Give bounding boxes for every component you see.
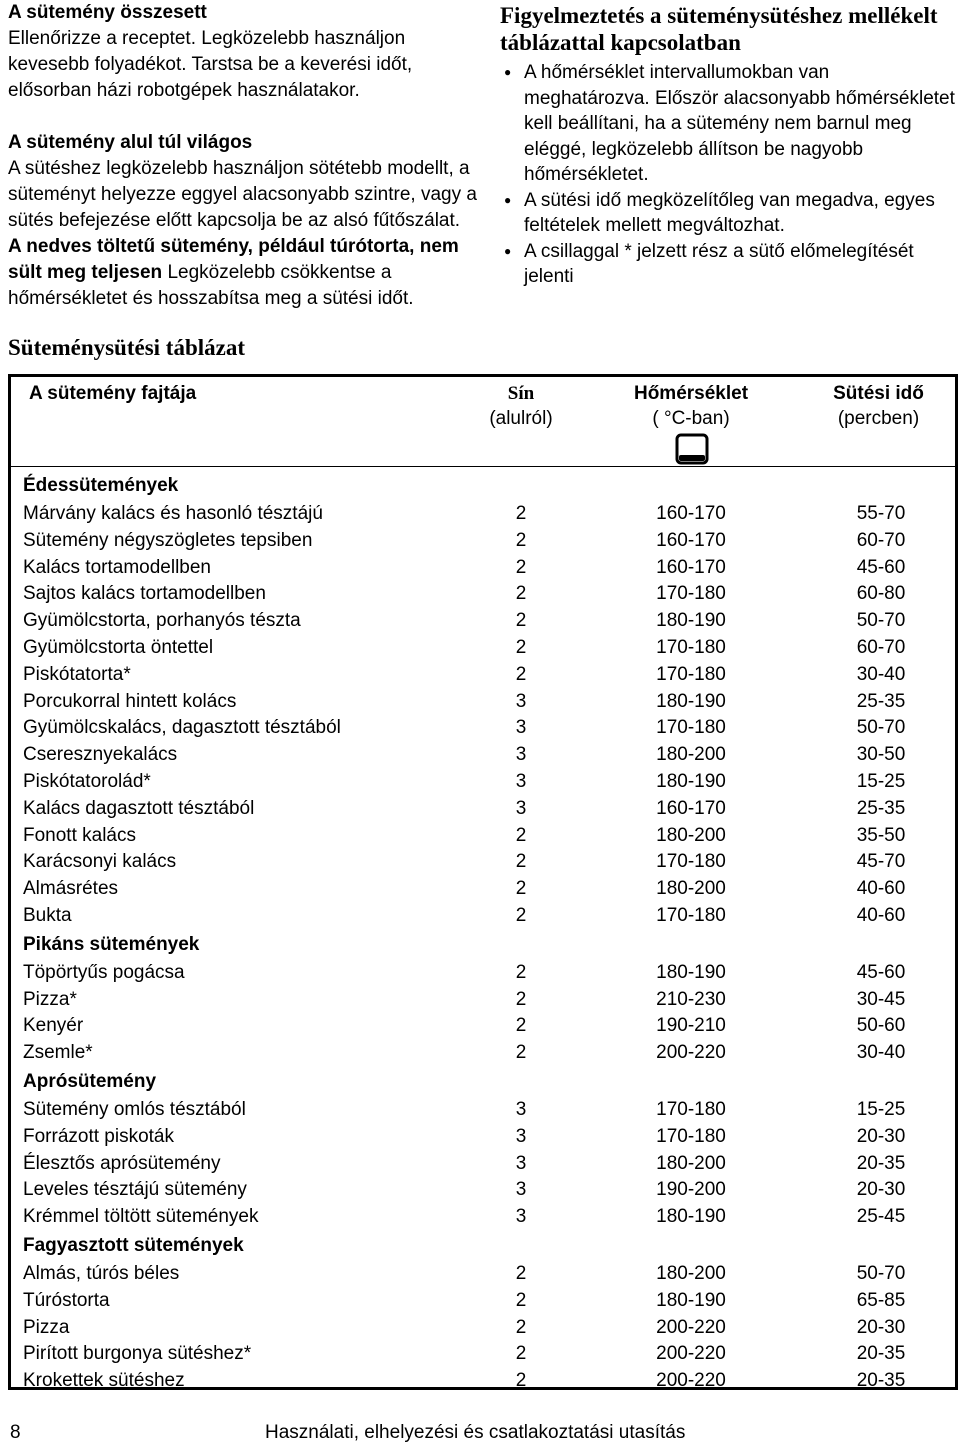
cell-rack: 2	[515, 556, 527, 578]
cell-temperature: 200-220	[656, 1316, 726, 1338]
table-section-row	[11, 1231, 955, 1261]
cell-temperature: 160-170	[656, 797, 726, 819]
cell-temperature: 180-200	[656, 824, 726, 846]
cell-time: 30-45	[856, 988, 906, 1010]
cell-temperature: 210-230	[656, 988, 726, 1010]
note-item: ● A sütési idő megközelítőleg van megadva, egyes feltételek mellett megváltozhat.	[500, 188, 955, 239]
note-item: ● A csillaggal * jelzett rész a sütő előmelegítését jelenti	[500, 239, 955, 290]
heading-cake-collapsed: A sütemény összesett	[8, 2, 207, 23]
warning-title: Figyelmeztetés a süteménysütéshez mellékelt táblázattal kapcsolatban	[500, 3, 938, 55]
cell-time: 50-70	[856, 610, 906, 632]
cell-time: 60-70	[856, 636, 906, 658]
cell-rack: 2	[515, 961, 527, 983]
cell-time: 25-35	[856, 690, 906, 712]
cell-rack: 2	[515, 1289, 527, 1311]
table-row	[11, 960, 955, 987]
cell-name: Pirított burgonya sütéshez*	[23, 1343, 252, 1365]
table-row	[11, 689, 955, 716]
footer-text: Használati, elhelyezési és csatlakoztatási utasítás	[265, 1422, 686, 1443]
table-row	[11, 987, 955, 1014]
cell-temperature: 170-180	[656, 636, 726, 658]
cell-name: Márvány kalács és hasonló tésztájú	[23, 503, 323, 524]
cell-temperature: 170-180	[656, 904, 726, 926]
cell-temperature: 180-190	[656, 770, 726, 792]
cell-temperature: 190-210	[656, 1015, 726, 1037]
paragraph-cake-pale-bottom	[8, 156, 478, 312]
cell-temperature: 180-190	[656, 961, 726, 983]
cell-time: 20-35	[856, 1370, 906, 1392]
table-row	[11, 1204, 955, 1231]
cell-time: 50-70	[856, 1262, 906, 1284]
header-type: A sütemény fajtája	[29, 383, 197, 404]
table-row	[11, 1177, 955, 1204]
cell-rack: 3	[515, 1098, 527, 1120]
cell-time: 50-60	[856, 1015, 906, 1037]
cell-temperature: 160-170	[656, 556, 726, 578]
table-row	[11, 715, 955, 742]
section-title: Pikáns sütemények	[23, 933, 200, 955]
cell-name: Almás, túrós béles	[23, 1262, 180, 1284]
table-row	[11, 528, 955, 555]
cell-name: Pizza	[23, 1316, 70, 1338]
cell-time: 30-50	[856, 744, 906, 766]
cell-rack: 2	[515, 1262, 527, 1284]
cell-rack: 2	[515, 988, 527, 1010]
cell-time: 15-25	[856, 770, 906, 792]
cell-temperature: 180-200	[656, 744, 726, 766]
table-row	[11, 823, 955, 850]
cell-time: 20-30	[856, 1316, 906, 1338]
cell-rack: 3	[515, 744, 527, 766]
table-row	[11, 1097, 955, 1124]
cell-temperature: 180-200	[656, 878, 726, 900]
header-temperature-title: Hőmérséklet	[633, 383, 749, 404]
cell-name: Gyümölcstorta öntettel	[23, 636, 214, 658]
right-column	[500, 2, 955, 290]
cell-time: 30-40	[856, 1042, 906, 1064]
table-row	[11, 903, 955, 930]
cell-time: 20-30	[856, 1179, 906, 1201]
cell-rack: 2	[515, 529, 527, 551]
table-row	[11, 555, 955, 582]
cell-rack: 3	[515, 797, 527, 819]
cell-temperature: 160-170	[656, 529, 726, 551]
cell-name: Sajtos kalács tortamodellben	[23, 583, 266, 605]
table-row	[11, 769, 955, 796]
cell-rack: 2	[515, 851, 527, 873]
cell-temperature: 200-220	[656, 1370, 726, 1392]
cell-time: 40-60	[856, 904, 906, 926]
paragraph-cake-collapsed: Ellenőrizze a receptet. Legközelebb használjon kevesebb folyadékot. Tarstsa be a keverési időt, elősorban házi robotgépek használatakor.	[8, 28, 413, 101]
cell-name: Piskótatorolád*	[23, 770, 151, 792]
cell-temperature: 170-180	[656, 851, 726, 873]
cell-time: 45-60	[856, 961, 906, 983]
cell-name: Kalács tortamodellben	[23, 556, 211, 578]
cell-time: 20-35	[856, 1152, 906, 1174]
table-section-row	[11, 1067, 955, 1097]
cell-time: 60-80	[856, 583, 906, 605]
heading-wet-filling: A nedves töltetű sütemény, például túrótorta, nem sült meg teljesen	[8, 236, 459, 283]
cell-rack: 2	[515, 824, 527, 846]
header-rack-title: Sín	[507, 383, 535, 404]
table-body	[11, 471, 955, 1395]
paragraph-wet-filling: Legközelebb csökkentse a hőmérsékletet és hosszabítsa meg a sütési időt.	[8, 262, 414, 309]
cell-name: Sütemény négyszögletes tepsiben	[23, 529, 313, 551]
cell-rack: 2	[515, 636, 527, 658]
cell-name: Gyümölcskalács, dagasztott tésztából	[23, 717, 341, 739]
cell-name: Zsemle*	[23, 1042, 93, 1064]
cell-name: Sütemény omlós tésztából	[23, 1098, 246, 1120]
header-rack	[481, 381, 561, 431]
cell-name: Forrázott piskoták	[23, 1125, 174, 1147]
cell-rack: 2	[515, 904, 527, 926]
cell-name: Kenyér	[23, 1015, 84, 1037]
cell-time: 50-70	[856, 717, 906, 739]
cell-rack: 2	[515, 503, 527, 524]
cell-temperature: 180-200	[656, 1152, 726, 1174]
note-item: ● A hőmérséklet intervallumokban van meghatározva. Először alacsonyabb hőmérsékletet kell beállítani, ha a sütemény nem barnul meg eléggé, legközelebb állítson be nagyobb hőmérsékletet.	[500, 60, 955, 188]
table-row	[11, 1315, 955, 1342]
cell-temperature: 180-200	[656, 1262, 726, 1284]
cell-name: Almásrétes	[23, 878, 119, 900]
header-time	[801, 381, 956, 431]
cell-temperature: 200-220	[656, 1343, 726, 1365]
baking-table	[8, 374, 958, 1390]
table-row	[11, 876, 955, 903]
section-title: Aprósütemény	[23, 1070, 157, 1092]
cell-name: Karácsonyi kalács	[23, 851, 177, 873]
table-row	[11, 1013, 955, 1040]
cell-temperature: 180-190	[656, 690, 726, 712]
table-section-row	[11, 471, 955, 501]
cell-rack: 2	[515, 583, 527, 605]
cell-name: Leveles tésztájú sütemény	[23, 1179, 247, 1201]
cell-rack: 3	[515, 770, 527, 792]
cell-name: Gyümölcstorta, porhanyós tészta	[23, 610, 301, 632]
cell-name: Fonott kalács	[23, 824, 136, 846]
cell-temperature: 180-190	[656, 610, 726, 632]
cell-temperature: 170-180	[656, 1125, 726, 1147]
cell-rack: 2	[515, 663, 527, 685]
table-row	[11, 608, 955, 635]
cell-time: 30-40	[856, 663, 906, 685]
header-time-title: Sütési idő	[833, 383, 924, 404]
cell-rack: 3	[515, 1206, 527, 1228]
cell-name: Kalács dagasztott tésztából	[23, 797, 255, 819]
cell-temperature: 160-170	[656, 503, 726, 524]
section-title: Fagyasztott sütemények	[23, 1234, 244, 1256]
cell-time: 65-85	[856, 1289, 906, 1311]
table-title: Süteménysütési táblázat	[8, 335, 246, 360]
header-time-sub: (percben)	[837, 408, 920, 429]
header-temperature	[601, 381, 781, 431]
cell-temperature: 190-200	[656, 1179, 726, 1201]
cell-rack: 2	[515, 610, 527, 632]
cell-time: 45-70	[856, 851, 906, 873]
cell-time: 15-25	[856, 1098, 906, 1120]
cell-time: 40-60	[856, 878, 906, 900]
table-row	[11, 581, 955, 608]
cell-time: 60-70	[856, 529, 906, 551]
cell-name: Piskótatorta*	[23, 663, 131, 685]
cell-time: 25-35	[856, 797, 906, 819]
cell-rack: 3	[515, 717, 527, 739]
cell-temperature: 180-190	[656, 1206, 726, 1228]
table-row	[11, 1368, 955, 1395]
cell-time: 20-30	[856, 1125, 906, 1147]
cell-time: 25-45	[856, 1206, 906, 1228]
cell-name: Élesztős aprósütemény	[23, 1152, 221, 1174]
cell-name: Pizza*	[23, 988, 77, 1010]
table-row	[11, 635, 955, 662]
cell-temperature: 170-180	[656, 663, 726, 685]
section-title: Édessütemények	[23, 475, 179, 496]
cell-time: 45-60	[856, 556, 906, 578]
warning-notes	[500, 60, 955, 290]
header-temperature-sub: ( °C-ban)	[652, 408, 730, 429]
cell-name: Cseresznyekalács	[23, 744, 178, 766]
table-header	[11, 377, 955, 467]
heading-cake-pale-bottom: A sütemény alul túl világos	[8, 132, 253, 153]
table-row	[11, 742, 955, 769]
page-footer	[0, 1418, 960, 1448]
cell-time: 55-70	[856, 503, 906, 524]
cell-name: Krémmel töltött sütemények	[23, 1206, 259, 1228]
cell-rack: 3	[515, 1125, 527, 1147]
table-row	[11, 796, 955, 823]
cell-rack: 2	[515, 1370, 527, 1392]
paragraph-text: A sütéshez legközelebb használjon sötétebb modellt, a süteményt helyezze eggyel alacsonyabb szintre, vagy a sütés befejezése előtt kapcsolja be az alsó fűtőszálat.	[8, 158, 477, 231]
table-row	[11, 1040, 955, 1067]
cell-temperature: 170-180	[656, 583, 726, 605]
cell-temperature: 200-220	[656, 1042, 726, 1064]
table-row	[11, 501, 955, 528]
cell-temperature: 170-180	[656, 1098, 726, 1120]
cell-rack: 3	[515, 1179, 527, 1201]
table-row	[11, 1261, 955, 1288]
page-number: 8	[10, 1422, 21, 1443]
cell-rack: 2	[515, 878, 527, 900]
cell-rack: 2	[515, 1015, 527, 1037]
cell-rack: 2	[515, 1042, 527, 1064]
cell-rack: 3	[515, 1152, 527, 1174]
cell-name: Túróstorta	[23, 1289, 110, 1311]
table-row	[11, 849, 955, 876]
cell-temperature: 170-180	[656, 717, 726, 739]
table-row	[11, 1341, 955, 1368]
cell-rack: 2	[515, 1343, 527, 1365]
oven-icon	[675, 433, 709, 465]
cell-time: 35-50	[856, 824, 906, 846]
cell-name: Bukta	[23, 904, 72, 926]
cell-name: Krokettek sütéshez	[23, 1370, 185, 1392]
table-row	[11, 1288, 955, 1315]
table-row	[11, 1124, 955, 1151]
cell-name: Porcukorral hintett kolács	[23, 690, 237, 712]
table-row	[11, 662, 955, 689]
cell-name: Töpörtyűs pogácsa	[23, 961, 185, 983]
cell-rack: 3	[515, 690, 527, 712]
header-rack-sub: (alulról)	[489, 408, 553, 429]
cell-rack: 2	[515, 1316, 527, 1338]
left-column	[8, 0, 478, 312]
table-row	[11, 1151, 955, 1178]
cell-time: 20-35	[856, 1343, 906, 1365]
table-section-row	[11, 930, 955, 960]
cell-temperature: 180-190	[656, 1289, 726, 1311]
